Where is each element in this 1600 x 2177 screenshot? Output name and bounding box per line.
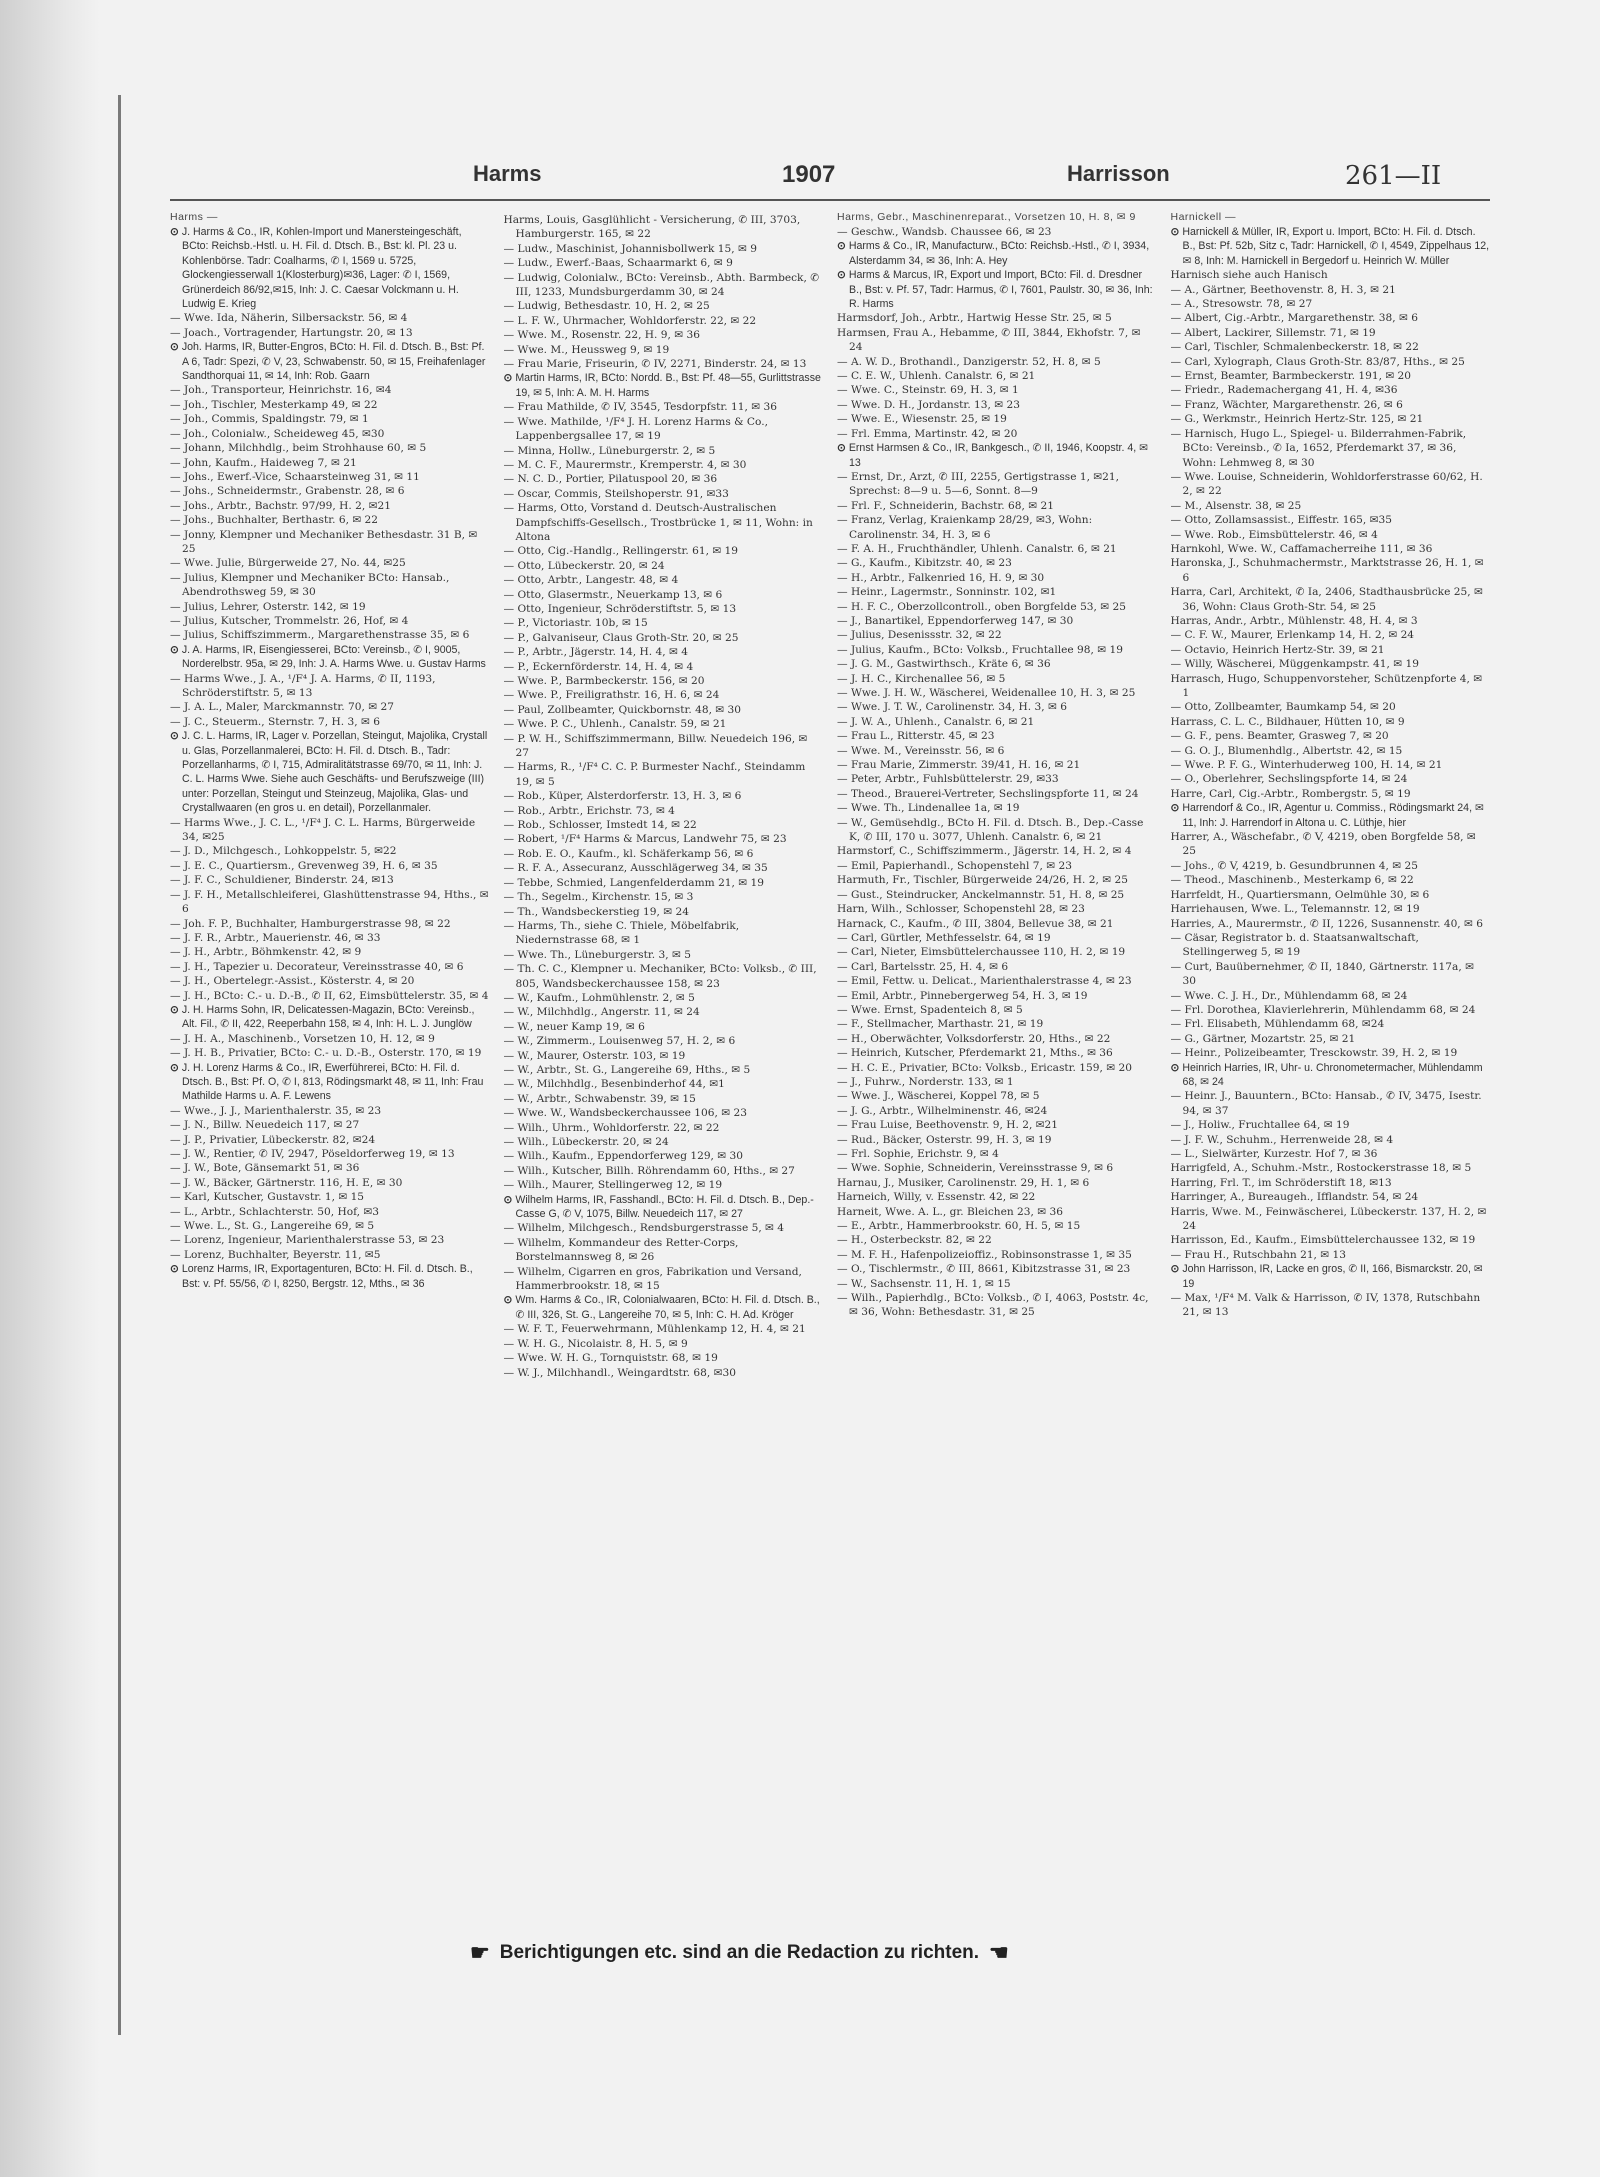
directory-entry: — Max, ¹/F⁴ M. Valk & Harrisson, ✆ IV, 1378, Rutschbahn 21, ✉ 13 [1170,1292,1481,1319]
binding-line [118,95,121,2035]
directory-entry: — W., Maurer, Osterstr. 103, ✉ 19 [503,1049,686,1062]
directory-entry: ⊙ Wilhelm Harms, IR, Fasshandl., BCto: H. Fil. d. Dtsch. B., Dep.-Casse G, ✆ V, 1075, Billw. Neuedeich 117, ✉ 27 [503,1193,814,1221]
directory-entry: — Lorenz, Ingenieur, Marienthalerstrasse 53, ✉ 23 [170,1234,445,1247]
directory-entry: — Julius, Klempner und Mechaniker BCto: Hansab., Abendrothsweg 59, ✉ 30 [170,571,450,599]
directory-entry: — Wwe. L., St. G., Langereihe 69, ✉ 5 [170,1220,375,1233]
directory-entry: — F. A. H., Fruchthändler, Uhlenh. Canalstr. 6, ✉ 21 [837,542,1117,555]
directory-entry: — Wwe. J. T. W., Carolinenstr. 34, H. 3, ✉ 6 [837,701,1067,714]
directory-entry: — Carl, Nieter, Eimsbüttelerchaussee 110, H. 2, ✉ 19 [837,946,1126,959]
directory-entry: — Wwe. E., Wiesenstr. 25, ✉ 19 [837,413,1007,426]
directory-entry: — Frau Luise, Beethovenstr. 9, H. 2, ✉21 [837,1119,1059,1132]
directory-entry: — Rob., Küper, Alsterdorferstr. 13, H. 3, ✉ 6 [503,790,742,803]
directory-entry: — Johs., Arbtr., Bachstr. 97/99, H. 2, ✉21 [170,499,391,512]
directory-entry: — J. F. C., Schuldiener, Binderstr. 24, ✉13 [170,874,394,887]
directory-entry: — Carl, Tischler, Schmalenbeckerstr. 18, ✉ 22 [1170,341,1419,354]
directory-entry: Harmstorf, C., Schiffszimmerm., Jägerstr. 14, H. 2, ✉ 4 [837,845,1132,858]
directory-entry: — L., Arbtr., Schlachterstr. 50, Hof, ✉3 [170,1205,379,1218]
directory-entry: — Theod., Maschinenb., Mesterkamp 6, ✉ 22 [1170,874,1414,887]
directory-entry: — Robert, ¹/F⁴ Harms & Marcus, Landwehr 75, ✉ 23 [503,833,787,846]
directory-entry: — Franz, Wächter, Margarethenstr. 26, ✉ 6 [1170,398,1403,411]
directory-entry: — Paul, Zollbeamter, Quickbornstr. 48, ✉ 30 [503,703,742,716]
directory-entry: Harmsdorf, Joh., Arbtr., Hartwig Hesse Str. 25, ✉ 5 [837,312,1112,325]
directory-entry: — J. W., Bote, Gänsemarkt 51, ✉ 36 [170,1162,360,1175]
directory-entry: Harris, Wwe. M., Feinwäscherei, Lübeckerstr. 137, H. 2, ✉ 24 [1170,1205,1487,1233]
directory-entry: — A., Stresowstr. 78, ✉ 27 [1170,298,1313,311]
directory-entry: — Tebbe, Schmied, Langenfelderdamm 21, ✉ 19 [503,876,765,889]
directory-entry: — Wwe. Ida, Näherin, Silbersackstr. 56, ✉ 4 [170,312,408,325]
directory-entry: — Harms, Th., siehe C. Thiele, Möbelfabrik, Niedernstrasse 68, ✉ 1 [503,919,740,947]
directory-entry: ⊙ Lorenz Harms, IR, Exportagenturen, BCto: H. Fil. d. Dtsch. B., Bst: v. Pf. 55/56, ✆ I, 8250, Bergstr. 12, Mths., ✉ 36 [170,1263,473,1290]
directory-entry: — J., Holiw., Fruchtallee 64, ✉ 19 [1170,1119,1350,1132]
directory-entry: — Frl. Dorothea, Klavierlehrerin, Mühlendamm 68, ✉ 24 [1170,1003,1476,1016]
directory-entry: Harrasch, Hugo, Schuppenvorsteher, Schützenpforte 4, ✉ 1 [1170,672,1483,699]
directory-entry: — A., Gärtner, Beethovenstr. 8, H. 3, ✉ 21 [1170,283,1396,296]
directory-entry: — John, Kaufm., Haideweg 7, ✉ 21 [170,456,357,469]
directory-entry: — Johs., ✆ V, 4219, b. Gesundbrunnen 4, ✉ 25 [1170,859,1419,872]
directory-entry: — Johs., Buchhalter, Berthastr. 6, ✉ 22 [170,514,379,527]
directory-entry: — Julius, Kutscher, Trommelstr. 26, Hof, ✉ 4 [170,614,409,627]
directory-entry: — W., Zimmerm., Louisenweg 57, H. 2, ✉ 6 [503,1035,736,1048]
directory-entry: — Wilh., Lübeckerstr. 20, ✉ 24 [503,1136,669,1148]
pointing-hand-icon: ☛ [470,1940,490,1965]
directory-entry: — Wwe. C. J. H., Dr., Mühlendamm 68, ✉ 24 [1170,989,1408,1002]
directory-entry: — N. C. D., Portier, Pilatuspool 20, ✉ 36 [503,473,718,486]
directory-entry: — H., Osterbeckstr. 82, ✉ 22 [837,1234,992,1247]
directory-entry: — J. P., Privatier, Lübeckerstr. 82, ✉24 [170,1133,376,1146]
directory-entry: — W., Sachsenstr. 11, H. 1, ✉ 15 [837,1277,1011,1290]
directory-entry: — Wilh., Kutscher, Billh. Röhrendamm 60, Hths., ✉ 27 [503,1164,795,1177]
directory-entry: — Carl, Gürtler, Methfesselstr. 64, ✉ 19 [837,931,1051,944]
directory-entry: — Theod., Brauerei-Vertreter, Sechslingspforte 11, ✉ 24 [837,787,1139,800]
directory-entry: Harre, Carl, Cig.-Arbtr., Rombergstr. 5, ✉ 19 [1170,787,1411,800]
directory-entry: — Joh., Colonialw., Scheideweg 45, ✉30 [170,427,385,440]
directory-entry: — Gust., Steindrucker, Anckelmannstr. 51, H. 8, ✉ 25 [837,888,1125,901]
directory-entry: — M. F. H., Hafenpolizeioffiz., Robinsonstrasse 1, ✉ 35 [837,1248,1132,1261]
directory-entry: — Frl. F., Schneiderin, Bachstr. 68, ✉ 21 [837,499,1054,512]
directory-entry: Harrass, C. L. C., Bildhauer, Hütten 10, ✉ 9 [1170,715,1405,728]
directory-entry: — Wilhelm, Milchgesch., Rendsburgerstrasse 5, ✉ 4 [503,1222,785,1235]
directory-entry: ⊙ J. C. L. Harms, IR, Lager v. Porzellan, Steingut, Majolika, Crystall u. Glas, Porzellanmalerei, BCto: H. Fil. d. Dtsch. B., Tadr: Porzellanharms, ✆ I, 715, Admiralitätstrasse 69/70, ✉ 11, Inh: J. C. L. Harms Wwe. Siehe auch Geschäfts- und Berufszweige (III) unter: Porzellan, Steingut und Steinzeug, Majolika, Glas- und Crystallwaaren (en gros u. en detail), Porzellanmaler. [170,730,488,815]
directory-entry: ⊙ Harms & Co., IR, Manufacturw., BCto: Reichsb.-Hstl., ✆ I, 3934, Alsterdamm 34, ✉ 36, Inh: A. Hey [837,240,1150,267]
scan-edge-shadow [0,0,100,2177]
directory-entry: Harrfeldt, H., Quartiersmann, Oelmühle 30, ✉ 6 [1170,888,1430,901]
directory-entry: — J. H., BCto: C.- u. D.-B., ✆ II, 62, Eimsbüttelerstr. 35, ✉ 4 [170,989,489,1002]
directory-entry: — Wwe. W. H. G., Tornquiststr. 68, ✉ 19 [503,1352,718,1365]
directory-entry: — P., Eckernförderstr. 14, H. 4, ✉ 4 [503,660,694,673]
footer-notice [470,1940,1009,1966]
directory-entry: — Joh., Transporteur, Heinrichstr. 16, ✉4 [170,384,392,397]
directory-entry: Harring, Frl. T., im Schröderstift 18, ✉13 [1170,1176,1392,1189]
directory-entry: Harrisson, Ed., Kaufm., Eimsbüttelerchaussee 132, ✉ 19 [1170,1234,1476,1247]
directory-entry: — Rud., Bäcker, Osterstr. 99, H. 3, ✉ 19 [837,1133,1052,1146]
directory-entry: Harneich, Willy, v. Essenstr. 42, ✉ 22 [837,1191,1036,1204]
directory-entry: — L. F. W., Uhrmacher, Wohldorferstr. 22, ✉ 22 [503,314,757,327]
directory-entry: — Joach., Vortragender, Hartungstr. 20, ✉ 13 [170,326,413,339]
directory-entry: — Lorenz, Buchhalter, Beyerstr. 11, ✉5 [170,1248,381,1261]
directory-entry: — Heinr., Lagermstr., Sonninstr. 102, ✉1 [837,586,1057,599]
directory-entry: — P., Galvaniseur, Claus Groth-Str. 20, ✉ 25 [503,631,739,644]
directory-entry: — Harms Wwe., J. C. L., ¹/F⁴ J. C. L. Harms, Bürgerweide 34, ✉25 [170,816,476,844]
directory-entry: — Wwe. P., Barmbeckerstr. 156, ✉ 20 [503,675,705,687]
directory-entry: — J. W., Bäcker, Gärtnerstr. 116, H. E, ✉ 30 [170,1176,403,1189]
directory-entry: — W., Arbtr., St. G., Langereihe 69, Hths., ✉ 5 [503,1063,751,1076]
directory-entry: — Harms Wwe., J. A., ¹/F⁴ J. A. Harms, ✆ II, 1193, Schröderstiftstr. 5, ✉ 13 [170,672,436,699]
directory-entry: — J. H. C., Kirchenallee 56, ✉ 5 [837,672,1006,685]
directory-entry: — Cäsar, Registrator b. d. Staatsanwaltschaft, Stellingerweg 5, ✉ 19 [1170,931,1419,959]
directory-entry: — Otto, Glasermstr., Neuerkamp 13, ✉ 6 [503,588,723,601]
directory-entry: — E., Arbtr., Hammerbrookstr. 60, H. 5, ✉ 15 [837,1220,1081,1233]
directory-entry: — Wwe. M., Rosenstr. 22, H. 9, ✉ 36 [503,329,700,342]
directory-entry: Harnkohl, Wwe. W., Caffamacherreihe 111, ✉ 36 [1170,542,1433,555]
directory-entry: — Julius, Lehrer, Osterstr. 142, ✉ 19 [170,600,366,613]
directory-entry: — Otto, Zollbeamter, Baumkamp 54, ✉ 20 [1170,701,1396,714]
directory-entry: Harnau, J., Musiker, Carolinenstr. 29, H. 1, ✉ 6 [837,1176,1090,1189]
directory-entry: — W., Gemüsehdlg., BCto H. Fil. d. Dtsch. B., Dep.-Casse K, ✆ III, 170 u. 3077, Uhlenh. Canalstr. 6, ✉ 21 [837,816,1144,844]
header-left-keyword: Harms [473,161,542,186]
directory-entry: — Frl. Elisabeth, Mühlendamm 68, ✉24 [1170,1018,1385,1031]
directory-entry: — Wwe., J. J., Marienthalerstr. 35, ✉ 23 [170,1104,382,1117]
directory-entry: — Wwe. J. H. W., Wäscherei, Weidenallee 10, H. 3, ✉ 25 [837,687,1136,699]
page-number: 261—II [1345,161,1442,191]
directory-entry: ⊙ J. H. Harms Sohn, IR, Delicatessen-Magazin, BCto: Vereinsb., Alt. Fil., ✆ II, 422, Reeperbahn 158, ✉ 4, Inh: H. L. J. Junglöw [170,1003,475,1031]
directory-entry: — Johs., Ewerf.-Vice, Schaarsteinweg 31, ✉ 11 [170,470,420,483]
directory-entry: — J. H., Arbtr., Böhmkenstr. 42, ✉ 9 [170,946,362,959]
directory-entry: ⊙ Joh. Harms, IR, Butter-Engros, BCto: H. Fil. d. Dtsch. B., Bst: Pf. A 6, Tadr: Spezi, ✆ V, 23, Schwabenstr. 50, ✉ 15, Freihafenlager Sandthorquai 11, ✉ 14, Inh: Rob. Gaarn [170,341,486,383]
directory-entry: — W., neuer Kamp 19, ✉ 6 [503,1020,645,1033]
directory-entry: — W. J., Milchhandl., Weingardtstr. 68, ✉30 [503,1366,736,1379]
directory-entry: — Peter, Arbtr., Fuhlsbüttelerstr. 29, ✉33 [837,773,1059,786]
directory-entry: ⊙ Harnickell & Müller, IR, Export u. Import, BCto: H. Fil. d. Dtsch. B., Bst: Pf. 52b, Sitz c, Tadr: Harnickell, ✆ I, 4549, Zippelhaus 12, ✉ 8, Inh: M. Harnickell in Bergedorf u. Heinrich W. Müller [1170,226,1490,267]
directory-entry: — Th. C. C., Klempner u. Mechaniker, BCto: Volksb., ✆ III, 805, Wandsbeckerchaussee 158, ✉ 23 [503,963,817,990]
directory-entry: — J. H. A., Maschinenb., Vorsetzen 10, H. 12, ✉ 9 [170,1032,435,1045]
directory-entry: — J. F. R., Arbtr., Mauerienstr. 46, ✉ 33 [170,931,381,944]
directory-entry: ⊙ John Harrisson, IR, Lacke en gros, ✆ II, 166, Bismarckstr. 20, ✉19 [1170,1263,1483,1290]
directory-entry: — J. N., Billw. Neuedeich 117, ✉ 27 [170,1119,360,1132]
directory-entry: — J. C., Steuerm., Sternstr. 7, H. 3, ✉ 6 [170,715,380,728]
directory-entry: — J. H., Tapezier u. Decorateur, Vereinsstrasse 40, ✉ 6 [170,960,464,973]
directory-entry: — H., Arbtr., Falkenried 16, H. 9, ✉ 30 [837,571,1045,584]
directory-entry: ⊙ Ernst Harmsen & Co., IR, Bankgesch., ✆ II, 1946, Koopstr. 4, ✉ 13 [837,442,1149,469]
directory-entry: — P. W. H., Schiffszimmermann, Billw. Neuedeich 196, ✉ 27 [503,732,808,760]
directory-entry: — Johs., Schneidermstr., Grabenstr. 28, ✉ 6 [170,485,405,498]
directory-entry: — Wilhelm, Cigarren en gros, Fabrikation und Versand, Hammerbrookstr. 18, ✉ 15 [503,1265,802,1293]
directory-entry: — J. E. C., Quartiersm., Grevenweg 39, H. 6, ✉ 35 [170,859,438,872]
directory-entry: ⊙ Martin Harms, IR, BCto: Nordd. B., Bst: Pf. 48—55, Gurlittstrasse 19, ✉ 5, Inh: A. M. H. Harms [503,372,821,399]
directory-entry: — Curt, Bauübernehmer, ✆ II, 1840, Gärtnerstr. 117a, ✉ 30 [1170,960,1474,988]
directory-entry: — Willy, Wäscherei, Müggenkampstr. 41, ✉ 19 [1170,658,1419,671]
directory-entry: — G., Gärtner, Mozartstr. 25, ✉ 21 [1170,1032,1356,1045]
directory-entry: — W., Kaufm., Lohmühlenstr. 2, ✉ 5 [503,991,695,1004]
directory-entry: — Wwe. P. C., Uhlenh., Canalstr. 59, ✉ 21 [503,718,727,731]
directory-entry: Harneit, Wwe. A. L., gr. Bleichen 23, ✉ 36 [837,1205,1063,1218]
directory-entry: — Joh. F. P., Buchhalter, Hamburgerstrasse 98, ✉ 22 [170,917,451,930]
directory-entry: ⊙ J. A. Harms, IR, Eisengiesserei, BCto: Vereinsb., ✆ I, 9005, Norderelbstr. 95a, ✉ 29, Inh: J. A. Harms Wwe. u. Gustav Harms [170,643,486,671]
directory-entry: — Johann, Milchhdlg., beim Strohhause 60, ✉ 5 [170,442,427,455]
directory-entry: ⊙ Harms & Marcus, IR, Export und Import, BCto: Fil. d. Dresdner B., Bst: v. Pf. 57, Tadr: Harmus, ✆ I, 7601, Paulstr. 30, ✉ 36, Inh: R. Harms [837,269,1153,311]
directory-entry: ⊙ J. Harms & Co., IR, Kohlen-Import und Manersteingeschäft, BCto: Reichsb.-Hstl. u. H. Fil. d. Dtsch. B., Bst: kl. Pl. 23 u. Kohlenbörse. Tadr: Coalharms, ✆ I, 1569 u. 5725, Glockengiesserwall 1(Klosterburg)✉36, Lager: ✆ I, 1569, Grünerdeich 86/92,✉15, Inh: J. C. Caesar Volckmann u. H. Ludwig E. Krieg [170,226,462,311]
directory-entry: — Wwe. M., Vereinsstr. 56, ✉ 6 [837,744,1005,757]
directory-entry: — Wwe. Th., Lindenallee 1a, ✉ 19 [837,802,1020,815]
directory-entry: — W., Arbtr., Schwabenstr. 39, ✉ 15 [503,1092,696,1105]
directory-entry: — Ludwig, Colonialw., BCto: Vereinsb., Abth. Barmbeck, ✆ III, 1233, Mundsburgerdamm 30, ✉ 24 [503,271,820,299]
header-rule [170,199,1490,201]
directory-entry: — Frau Marie, Zimmerstr. 39/41, H. 16, ✉ 21 [837,759,1081,772]
directory-entry: Harriehausen, Wwe. L., Telemannstr. 12, ✉ 19 [1170,903,1420,916]
directory-entry: — J. F. W., Schuhm., Herrenweide 28, ✉ 4 [1170,1133,1394,1146]
directory-entry: — W. F. T., Feuerwehrmann, Mühlenkamp 12, H. 4, ✉ 21 [503,1323,806,1336]
directory-entry: — J. H., Obertelegr.-Assist., Kösterstr. 4, ✉ 20 [170,975,415,988]
directory-entry: — W., Milchhdlg., Angerstr. 11, ✉ 24 [503,1006,700,1019]
directory-entry: — J. A. L., Maler, Marckmannstr. 70, ✉ 27 [170,701,394,714]
directory-entry: — Wwe. C., Steinstr. 69, H. 3, ✉ 1 [837,384,1019,397]
column-1-head: Harms — [170,211,218,223]
column-4 [1171,211,1491,1956]
directory-entry: — Julius, Desenissstr. 32, ✉ 22 [837,629,1002,642]
directory-entry: — G., Kaufm., Kibitzstr. 40, ✉ 23 [837,557,1012,570]
directory-entry: — J. G., Arbtr., Wilhelminenstr. 46, ✉24 [837,1104,1048,1117]
column-2 [504,211,824,1956]
directory-entry: — W., Milchhdlg., Besenbinderhof 44, ✉1 [503,1078,725,1091]
directory-entry: — Joh., Tischler, Mesterkamp 49, ✉ 22 [170,398,378,411]
column-3-entries [837,225,1157,1320]
directory-entry: — Karl, Kutscher, Gustavstr. 1, ✉ 15 [170,1191,365,1204]
directory-entry: — Wwe. Julie, Bürgerweide 27, No. 44, ✉25 [170,557,406,570]
directory-entry: — Frau H., Rutschbahn 21, ✉ 13 [1170,1248,1347,1261]
columns-container [170,211,1490,1956]
directory-entry: — Ernst, Beamter, Barmbeckerstr. 191, ✉ 20 [1170,370,1412,383]
directory-entry: — Otto, Arbtr., Langestr. 48, ✉ 4 [503,574,679,587]
directory-entry: — J. G. M., Gastwirthsch., Kräte 6, ✉ 36 [837,658,1051,671]
directory-entry: — J. D., Milchgesch., Lohkoppelstr. 5, ✉22 [170,845,397,858]
directory-entry: — Wwe. W., Wandsbeckerchaussee 106, ✉ 23 [503,1107,747,1120]
directory-entry: — C. E. W., Uhlenh. Canalstr. 6, ✉ 21 [837,370,1036,383]
directory-entry: — Friedr., Rademachergang 41, H. 4, ✉36 [1170,384,1398,397]
directory-entry: — Emil, Fettw. u. Delicat., Marienthalerstrasse 4, ✉ 23 [837,975,1132,988]
directory-entry: — F., Stellmacher, Marthastr. 21, ✉ 19 [837,1018,1044,1031]
directory-entry: — H. F. C., Oberzollcontroll., oben Borgfelde 53, ✉ 25 [837,600,1127,613]
directory-entry: — Ludwig, Bethesdastr. 10, H. 2, ✉ 25 [503,300,710,313]
directory-entry: — Heinrich, Kutscher, Pferdemarkt 21, Mths., ✉ 36 [837,1047,1113,1060]
directory-entry: — Wwe. Mathilde, ¹/F⁴ J. H. Lorenz Harms & Co., Lappenbergsallee 17, ✉ 19 [503,415,768,443]
directory-entry: ⊙ Heinrich Harries, IR, Uhr- u. Chronometermacher, Mühlendamm 68, ✉ 24 [1170,1061,1483,1088]
directory-entry: — Emil, Papierhandl., Schopenstehl 7, ✉ 23 [837,859,1072,872]
directory-entry: Harrer, A., Wäschefabr., ✆ V, 4219, oben Borgfelde 58, ✉ 25 [1170,831,1476,858]
directory-entry: ⊙ Harrendorf & Co., IR, Agentur u. Commiss., Rödingsmarkt 24, ✉11, Inh: J. Harrendorf in Altona u. C. Lüthje, hier [1170,802,1484,829]
directory-entry: — O., Oberlehrer, Sechslingspforte 14, ✉ 24 [1170,773,1408,786]
directory-entry: — Julius, Schiffszimmerm., Margarethenstrasse 35, ✉ 6 [170,629,470,642]
directory-entry: — G. O. J., Blumenhdlg., Albertstr. 42, ✉ 15 [1170,744,1403,757]
directory-entry: — Ludw., Maschinist, Johannisbollwerk 15, ✉ 9 [503,242,757,255]
directory-entry: — Wwe. Louise, Schneiderin, Wohldorferstrasse 60/62, H. 2, ✉ 22 [1170,470,1483,498]
directory-entry: Harmsen, Frau A., Hebamme, ✆ III, 3844, Ekhofstr. 7, ✉ 24 [837,326,1141,354]
directory-entry: — M. C. F., Maurermstr., Kremperstr. 4, ✉ 30 [503,458,747,471]
directory-entry: — J. H. B., Privatier, BCto: C.- u. D.-B., Osterstr. 170, ✉ 19 [170,1047,482,1060]
directory-entry: — Franz, Verlag, Kraienkamp 28/29, ✉3, Wohn: Carolinenstr. 34, H. 3, ✉ 6 [837,514,1093,541]
directory-entry: — Wwe. P. F. G., Winterhuderweg 100, H. 14, ✉ 21 [1170,759,1443,772]
directory-entry: — M., Alsenstr. 38, ✉ 25 [1170,499,1302,512]
directory-entry: — Harms, R., ¹/F⁴ C. C. P. Burmester Nachf., Steindamm 19, ✉ 5 [503,761,806,788]
directory-entry: — G. F., pens. Beamter, Grasweg 7, ✉ 20 [1170,730,1389,743]
column-2-entries [504,213,824,1380]
directory-entry: Harn, Wilh., Schlosser, Schopenstehl 28, ✉ 23 [837,903,1085,916]
directory-entry: — Joh., Commis, Spaldingstr. 79, ✉ 1 [170,413,369,426]
column-4-head: Harnickell — [1170,211,1237,223]
directory-entry: — J., Banartikel, Eppendorferweg 147, ✉ 30 [837,614,1074,627]
column-3 [837,211,1157,1956]
directory-entry: — Harnisch, Hugo L., Spiegel- u. Bilderrahmen-Fabrik, BCto: Vereinsb., ✆ Ia, 1652, Pferdemarkt 37, ✉ 36, Wohn: Lehmweg 8, ✉ 30 [1170,427,1467,469]
directory-entry: — Otto, Lübeckerstr. 20, ✉ 24 [503,559,665,572]
directory-entry: — Wwe. J., Wäscherei, Koppel 78, ✉ 5 [837,1090,1040,1103]
directory-entry: — Frau Marie, Friseurin, ✆ IV, 2271, Binderstr. 24, ✉ 13 [503,358,807,371]
column-1 [170,211,490,1956]
directory-entry: — Ernst, Dr., Arzt, ✆ III, 2255, Gertigstrasse 1, ✉21, Sprechst: 8—9 u. 5—6, Sonnt. 8—9 [837,470,1120,498]
directory-entry: — Wwe. Th., Lüneburgerstr. 3, ✉ 5 [503,948,691,961]
directory-entry: Harringer, A., Bureaugeh., Ifflandstr. 54, ✉ 24 [1170,1191,1419,1204]
directory-entry: — Ludw., Ewerf.-Baas, Schaarmarkt 6, ✉ 9 [503,257,733,270]
directory-entry: — Geschw., Wandsb. Chaussee 66, ✉ 23 [837,226,1052,238]
directory-entry: — Wwe. Rob., Eimsbüttelerstr. 46, ✉ 4 [1170,528,1378,541]
directory-entry: — O., Tischlermstr., ✆ III, 8661, Kibitzstrasse 31, ✉ 23 [837,1263,1131,1276]
directory-entry: — P., Arbtr., Jägerstr. 14, H. 4, ✉ 4 [503,646,688,659]
directory-entry: — Harms, Otto, Vorstand d. Deutsch-Australischen Dampfschiffs-Gesellsch., Trostbrücke 1, ✉ 11, Wohn: in Altona [503,502,813,543]
directory-entry: Harra, Carl, Architekt, ✆ Ia, 2406, Stadthausbrücke 25, ✉ 36, Wohn: Claus Groth-Str. 54, ✉ 25 [1170,586,1483,613]
directory-entry: Harnack, C., Kaufm., ✆ III, 3804, Bellevue 38, ✉ 21 [837,917,1114,930]
directory-entry: — Wwe. P., Freiligrathstr. 16, H. 6, ✉ 24 [503,689,720,702]
running-header [170,155,1490,195]
directory-entry: Harras, Andr., Arbtr., Mühlenstr. 48, H. 4, ✉ 3 [1170,614,1418,627]
directory-entry: — Th., Segelm., Kirchenstr. 15, ✉ 3 [503,891,694,904]
directory-entry: — Frau L., Ritterstr. 45, ✉ 23 [837,730,995,743]
directory-entry: — Wilh., Maurer, Stellingerweg 12, ✉ 19 [503,1179,723,1192]
directory-entry: — Minna, Hollw., Lüneburgerstr. 2, ✉ 5 [503,444,716,457]
directory-entry: — H. C. E., Privatier, BCto: Volksb., Ericastr. 159, ✉ 20 [837,1061,1132,1074]
directory-entry: — Wwe. D. H., Jordanstr. 13, ✉ 23 [837,398,1020,411]
directory-entry: — Wilhelm, Kommandeur des Retter-Corps, Borstelmannsweg 8, ✉ 26 [503,1236,739,1264]
directory-entry: — Octavio, Heinrich Hertz-Str. 39, ✉ 21 [1170,643,1385,656]
directory-entry: — Carl, Xylograph, Claus Groth-Str. 83/87, Hths., ✉ 25 [1170,355,1465,368]
directory-entry: — Th., Wandsbeckerstieg 19, ✉ 24 [503,905,689,918]
directory-entry: — Albert, Cig.-Arbtr., Margarethenstr. 38, ✉ 6 [1170,312,1418,325]
directory-entry: — Rob. E. O., Kaufm., kl. Schäferkamp 56, ✉ 6 [503,847,754,860]
directory-entry: — Heinr. J., Bauuntern., BCto: Hansab., ✆ IV, 3475, Isestr. 94, ✉ 37 [1170,1090,1482,1117]
directory-entry: — Frl. Sophie, Erichstr. 9, ✉ 4 [837,1148,999,1160]
directory-entry: — W. H. G., Nicolaistr. 8, H. 5, ✉ 9 [503,1337,688,1350]
header-year: 1907 [782,161,836,188]
directory-entry: — Julius, Kaufm., BCto: Volksb., Fruchtallee 98, ✉ 19 [837,643,1123,656]
directory-entry: Harms, Louis, Gasglühlicht - Versicherung, ✆ III, 3703, Hamburgerstr. 165, ✉ 22 [503,214,801,241]
directory-entry: — R. F. A., Assecuranz, Ausschlägerweg 34, ✉ 35 [503,862,768,875]
directory-entry: — J. W. A., Uhlenh., Canalstr. 6, ✉ 21 [837,715,1035,728]
header-right-keyword: Harrisson [1067,161,1170,186]
directory-entry: — Rob., Schlosser, Imstedt 14, ✉ 22 [503,819,697,832]
directory-entry: Harnisch siehe auch Hanisch [1170,269,1328,282]
column-4-entries [1171,225,1491,1320]
directory-entry: — C. F. W., Maurer, Erlenkamp 14, H. 2, ✉ 24 [1170,629,1415,642]
directory-entry: — J., Fuhrw., Norderstr. 133, ✉ 1 [837,1075,1014,1088]
pointing-hand-icon: ☚ [989,1940,1009,1965]
column-3-head: Harms, Gebr., Maschinenreparat., Vorsetzen 10, H. 8, ✉ 9 [837,211,1136,223]
directory-entry: — J. F. H., Metallschleiferei, Glashüttenstrasse 94, Hths., ✉ 6 [170,888,489,916]
directory-entry: — G., Werkmstr., Heinrich Hertz-Str. 125, ✉ 21 [1170,413,1424,426]
directory-entry: — Otto, Zollamsassist., Eiffestr. 165, ✉35 [1170,514,1393,527]
directory-entry: — Wwe. Sophie, Schneiderin, Vereinsstrasse 9, ✉ 6 [837,1162,1114,1175]
directory-entry: — Oscar, Commis, Steilshoperstr. 91, ✉33 [503,487,729,500]
directory-entry: — P., Victoriastr. 10b, ✉ 15 [503,617,648,630]
directory-entry: ⊙ Wm. Harms & Co., IR, Colonialwaaren, BCto: H. Fil. d. Dtsch. B., ✆ III, 326, St. G., Langereihe 70, ✉ 5, Inh: C. H. Ad. Kröger [503,1294,820,1321]
directory-entry: — Wwe. Ernst, Spadenteich 8, ✉ 5 [837,1003,1023,1016]
directory-entry: — Heinr., Polizeibeamter, Tresckowstr. 39, H. 2, ✉ 19 [1170,1047,1458,1060]
directory-entry: Harrigfeld, A., Schuhm.-Mstr., Rostockerstrasse 18, ✉ 5 [1170,1162,1472,1175]
directory-entry: — J. W., Rentier, ✆ IV, 2947, Pöseldorferweg 19, ✉ 13 [170,1148,455,1160]
directory-entry: — Rob., Arbtr., Erichstr. 73, ✉ 4 [503,804,675,817]
directory-entry: Haronska, J., Schuhmachermstr., Marktstrasse 26, H. 1, ✉ 6 [1170,557,1484,584]
directory-entry: — Wwe. M., Heussweg 9, ✉ 19 [503,343,670,356]
directory-entry: — Carl, Bartelsstr. 25, H. 4, ✉ 6 [837,960,1009,973]
directory-page [170,155,1490,1956]
directory-entry: — A. W. D., Brothandl., Danzigerstr. 52, H. 8, ✉ 5 [837,355,1101,368]
footer-text: Berichtigungen etc. sind an die Redaction zu richten. [499,1942,980,1963]
directory-entry: — Frau Mathilde, ✆ IV, 3545, Tesdorpfstr. 11, ✉ 36 [503,401,777,414]
directory-entry: — Wilh., Kaufm., Eppendorferweg 129, ✉ 30 [503,1150,744,1163]
directory-entry: ⊙ J. H. Lorenz Harms & Co., IR, Ewerführerei, BCto: H. Fil. d. Dtsch. B., Bst: Pf. O, ✆ I, 813, Rödingsmarkt 48, ✉ 11, Inh: Frau Mathilde Harms u. A. F. Lewens [170,1061,484,1103]
directory-entry: — Wilh., Papierhdlg., BCto: Volksb., ✆ I, 4063, Poststr. 4c, ✉ 36, Wohn: Bethesdastr. 31, ✉ 25 [837,1292,1149,1319]
directory-entry: — Wilh., Uhrm., Wohldorferstr. 22, ✉ 22 [503,1121,720,1134]
directory-entry: — Jonny, Klempner und Mechaniker Bethesdastr. 31 B, ✉ 25 [170,528,478,555]
directory-entry: — Frl. Emma, Martinstr. 42, ✉ 20 [837,427,1018,440]
directory-entry: Harmuth, Fr., Tischler, Bürgerweide 24/26, H. 2, ✉ 25 [837,874,1128,887]
directory-entry: — Emil, Arbtr., Pinnebergerweg 54, H. 3, ✉ 19 [837,989,1088,1002]
directory-entry: — Albert, Lackirer, Sillemstr. 71, ✉ 19 [1170,326,1376,339]
directory-entry: — L., Sielwärter, Kurzestr. Hof 7, ✉ 36 [1170,1148,1378,1160]
directory-entry: — Otto, Cig.-Handlg., Rellingerstr. 61, ✉ 19 [503,545,739,558]
column-1-entries [170,225,490,1291]
directory-entry: — Otto, Ingenieur, Schröderstiftstr. 5, ✉ 13 [503,602,737,615]
directory-entry: — H., Oberwächter, Volksdorferstr. 20, Hths., ✉ 22 [837,1032,1111,1045]
directory-entry: Harries, A., Maurermstr., ✆ II, 1226, Susannenstr. 40, ✉ 6 [1170,917,1484,930]
